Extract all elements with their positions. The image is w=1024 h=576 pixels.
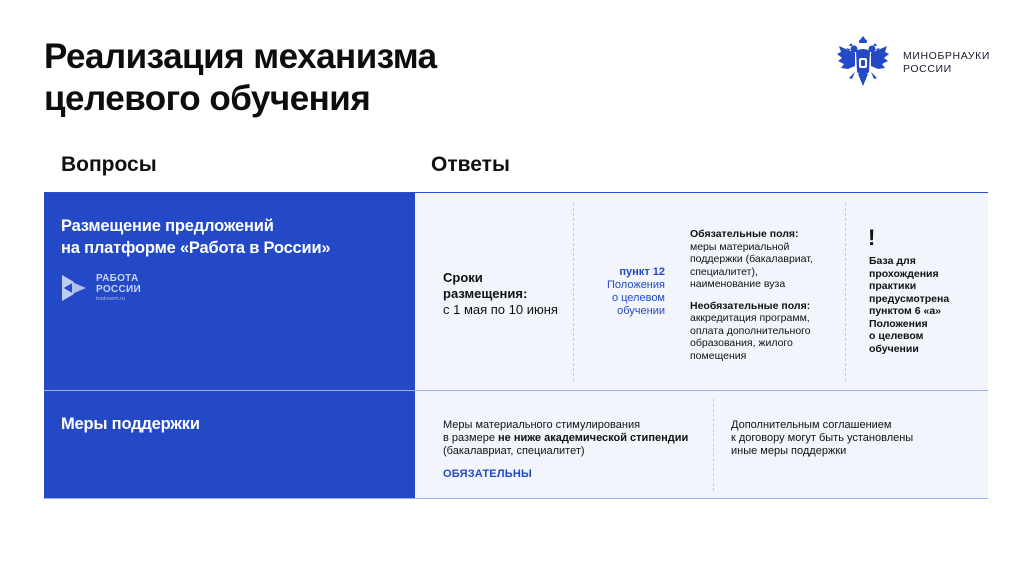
table-row-support [44,391,988,498]
optional-fields-line: помещения [690,349,747,362]
reference-line-2: Положения [607,279,665,291]
play-arrows-logo-icon [60,273,90,303]
note-line: о целевом [869,330,924,342]
placement-timing [443,270,578,318]
required-fields-line: наименование вуза [690,278,786,290]
rabota-rossii-name [96,273,141,295]
question-title-line-1: Меры поддержки [61,415,200,433]
fields-description [690,228,840,362]
column-header-questions: Вопросы [61,153,157,176]
mandatory-support [443,419,713,481]
double-headed-eagle-emblem-icon [835,34,891,92]
additional-support-line: иные меры поддержки [731,445,847,457]
mandatory-support-line-3: (бакалавриат, специалитет) [443,445,585,457]
mandatory-badge: ОБЯЗАТЕЛЬНЫ [443,468,532,480]
timing-label-line-2: размещения: [443,286,528,301]
optional-fields-line: оплата дополнительного [690,324,811,337]
optional-fields-line: образования, жилого [690,337,793,349]
reference-line-3: о целевом [611,292,665,304]
required-fields-line: меры материальной [690,240,790,253]
timing-value: с 1 мая по 10 июня [443,302,558,317]
mandatory-support-line-1: Меры материального стимулирования [443,419,641,431]
question-title-line-2: на платформе «Работа в России» [61,239,331,257]
mandatory-support-line-2-prefix: в размере [443,432,499,444]
column-header-answers: Ответы [431,153,510,176]
table-bottom-divider [44,498,988,499]
additional-support [731,419,971,458]
required-fields [690,228,840,291]
dashed-divider [713,399,714,491]
question-title-line-1: Размещение предложений [61,217,274,235]
exclamation-icon: ! [868,225,876,250]
timing-label-line-1: Сроки [443,270,483,285]
question-title [61,413,399,435]
rabota-rossii-text [96,273,141,303]
rabota-rossii-name-line-1: РАБОТА [96,273,139,284]
page-title-line-1: Реализация механизма [44,37,437,76]
optional-fields-label: Необязательные поля: [690,299,811,312]
note-line: пунктом 6 «а» [869,305,942,317]
note-line: предусмотрена [869,292,950,305]
additional-support-line: к договору могут быть установлены [731,432,914,444]
mandatory-support-emphasis: не ниже академической стипендии [498,432,689,444]
required-fields-line: специалитет), [690,265,758,278]
reference-line-1: пункт 12 [619,266,665,278]
page-title-line-2: целевого обучения [44,79,371,118]
note-line: База для [869,255,916,267]
question-cell [44,193,415,390]
page-title [44,36,564,120]
required-fields-label: Обязательные поля: [690,228,799,240]
note-line: обучении [869,342,919,355]
additional-support-line: Дополнительным соглашением [731,419,892,431]
ministry-name [903,50,990,76]
question-title [61,215,399,259]
dashed-divider [845,203,846,381]
rabota-rossii-name-line-2: РОССИИ [96,284,141,295]
ministry-name-line-1: МИНОБРНАУКИ [903,50,990,62]
note-line: прохождения [869,267,939,280]
mandatory-support-line-2 [443,432,713,445]
optional-fields [690,300,840,363]
rabota-rossii-url: trudvsem.ru [96,296,126,302]
practice-note [869,255,979,355]
optional-fields-line: аккредитация программ, [690,312,810,324]
regulation-reference [583,266,665,318]
required-fields-line: поддержки (бакалавриат, [690,253,813,265]
answer-cell [415,193,988,390]
reference-line-4: обучении [617,305,665,317]
question-cell [44,391,415,498]
ministry-name-line-2: РОССИИ [903,63,952,75]
note-line: Положения [869,317,928,330]
ministry-logo [835,34,990,92]
answer-cell [415,391,988,498]
table-row-placement [44,193,988,390]
rabota-rossii-logo [60,273,141,303]
note-line: практики [869,280,917,292]
